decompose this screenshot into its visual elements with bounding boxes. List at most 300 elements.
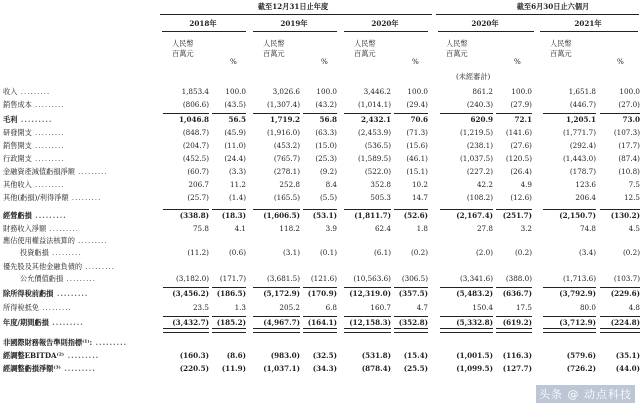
dot-leader: .........	[60, 364, 96, 373]
row-value: 11.2	[229, 180, 246, 189]
row-value: (5.5)	[319, 193, 337, 202]
row-value: 100.0	[619, 87, 640, 96]
row-value: 27.8	[476, 224, 493, 233]
row-label	[3, 338, 127, 347]
row-value: 8.4	[325, 180, 337, 189]
total-double-rule	[253, 328, 300, 333]
year-2020-hy: 2020年	[471, 19, 499, 28]
row-value: (63.3)	[315, 128, 337, 137]
subtotal-rule	[440, 316, 493, 317]
dot-leader: .........	[63, 274, 96, 283]
dot-leader: .........	[48, 248, 82, 257]
row-value: (186.5)	[216, 289, 246, 298]
dot-leader: .........	[17, 87, 51, 96]
row-value: 73.0	[622, 115, 640, 124]
row-value: (3,792.9)	[559, 289, 596, 298]
row-value: (3,681.5)	[266, 274, 300, 283]
row-value: (726.2)	[566, 364, 596, 373]
row-value: 1.8	[416, 224, 428, 233]
row-value: (1,771.7)	[562, 128, 596, 137]
row-value: (579.6)	[566, 351, 596, 360]
subtotal-rule	[344, 209, 391, 210]
unit-label: 百萬元	[354, 49, 376, 58]
row-value: (15.1)	[406, 167, 428, 176]
row-value: (18.3)	[221, 211, 246, 220]
row-value: (10,563.6)	[353, 274, 391, 283]
row-label	[3, 180, 65, 189]
row-value: (1,037.5)	[459, 154, 493, 163]
row-value: 3.9	[325, 224, 337, 233]
subtotal-rule	[600, 209, 640, 210]
row-value: 12.5	[623, 193, 640, 202]
subtotal-rule	[543, 113, 596, 114]
dot-leader: .........	[31, 128, 65, 137]
row-label	[3, 141, 65, 150]
subtotal-rule	[440, 287, 493, 288]
row-value: 861.2	[472, 87, 493, 96]
row-value: 100.0	[407, 87, 428, 96]
subtotal-rule	[303, 316, 337, 317]
header-rule-hy	[436, 14, 639, 15]
row-value: 352.8	[370, 180, 391, 189]
dot-leader: .........	[31, 180, 65, 189]
subtotal-rule	[440, 113, 493, 114]
row-value: 23.5	[192, 303, 209, 312]
row-value: 100.0	[316, 87, 337, 96]
row-value: 42.2	[476, 180, 493, 189]
row-value: (1.4)	[228, 193, 246, 202]
year-rule	[344, 31, 428, 32]
row-value: 620.9	[470, 115, 493, 124]
row-value: (224.8)	[610, 318, 640, 327]
row-value: (45.9)	[224, 128, 246, 137]
row-value: (17.7)	[618, 141, 640, 150]
row-value: (878.4)	[361, 364, 391, 373]
row-value: (44.0)	[615, 364, 640, 373]
row-value: (5,483.2)	[456, 289, 493, 298]
row-value: (3,456.2)	[172, 289, 209, 298]
total-double-rule	[543, 328, 596, 333]
row-label-text: 應佔使用權益法核算的	[3, 236, 75, 245]
subtotal-rule	[212, 209, 246, 210]
subtotal-rule	[212, 113, 246, 114]
period-header-fy: 截至12月31日止年度	[257, 2, 329, 11]
row-value: (5,332.8)	[456, 318, 493, 327]
row-value: 160.7	[370, 303, 391, 312]
row-value: (34.3)	[312, 364, 337, 373]
currency-label: 人民幣	[172, 39, 194, 48]
row-value: 4.8	[628, 303, 640, 312]
subtotal-rule	[163, 316, 209, 317]
row-value: (35.1)	[615, 351, 640, 360]
unit-label: 百萬元	[550, 49, 572, 58]
row-value: (53.1)	[312, 211, 337, 220]
row-value: (1,037.1)	[263, 364, 300, 373]
row-label-text: 除所得稅前虧損	[3, 289, 54, 298]
pct-label: %	[412, 57, 419, 66]
row-value: (32.5)	[312, 351, 337, 360]
currency-label: 人民幣	[550, 39, 572, 48]
row-value: (165.5)	[273, 193, 300, 202]
subtotal-rule	[163, 113, 209, 114]
year-2019: 2019年	[280, 19, 308, 28]
row-value: (29.4)	[406, 100, 428, 109]
row-value: (0.6)	[228, 248, 246, 257]
row-value: 6.8	[325, 303, 337, 312]
row-label-text: 其他(虧損)/利得淨額	[3, 193, 69, 202]
row-value: 206.7	[188, 180, 209, 189]
row-value: 62.4	[374, 224, 391, 233]
row-value: (806.6)	[182, 100, 209, 109]
dot-leader: .........	[31, 100, 65, 109]
row-value: (108.2)	[466, 193, 493, 202]
row-value: (220.5)	[179, 364, 209, 373]
row-value: (10.8)	[618, 167, 640, 176]
row-value: (87.4)	[618, 154, 640, 163]
row-value: 118.2	[279, 224, 300, 233]
subtotal-rule	[344, 287, 391, 288]
row-value: (536.5)	[364, 141, 391, 150]
row-value: (983.0)	[270, 351, 300, 360]
dot-leader: .........	[82, 262, 115, 271]
row-value: (178.7)	[569, 167, 596, 176]
row-label	[3, 193, 101, 202]
row-value: 75.8	[192, 224, 209, 233]
row-label	[3, 364, 96, 373]
subtotal-rule	[394, 209, 428, 210]
row-value: (352.8)	[398, 318, 428, 327]
row-value: (0.2)	[514, 248, 532, 257]
row-label	[3, 289, 88, 298]
row-label-text: 其他收入	[3, 180, 32, 189]
row-value: (25.5)	[403, 364, 428, 373]
row-value: (388.0)	[505, 274, 532, 283]
row-value: (15.6)	[406, 141, 428, 150]
row-value: (2,150.7)	[559, 211, 596, 220]
row-value: (1,307.4)	[266, 100, 300, 109]
row-value: (60.7)	[187, 167, 209, 176]
subtotal-rule	[496, 113, 532, 114]
year-rule	[162, 31, 246, 32]
row-value: (71.3)	[406, 128, 428, 137]
total-double-rule	[600, 328, 640, 333]
row-value: (1,606.5)	[263, 211, 300, 220]
currency-label: 人民幣	[354, 39, 376, 48]
row-label-text: 金融資產減值虧損淨額	[3, 167, 75, 176]
row-value: 3,446.2	[363, 87, 391, 96]
row-value: 1,205.1	[565, 115, 596, 124]
row-label	[20, 274, 96, 283]
dot-leader: .........	[46, 224, 79, 233]
row-value: 80.0	[579, 303, 596, 312]
row-label	[3, 224, 79, 233]
row-label	[3, 154, 65, 163]
dot-leader: .........	[31, 154, 65, 163]
row-label	[3, 87, 50, 96]
row-label	[20, 248, 82, 257]
currency-label: 人民幣	[446, 39, 468, 48]
row-value: 72.1	[514, 115, 532, 124]
subtotal-rule	[253, 209, 300, 210]
row-value: (1,713.6)	[562, 274, 596, 283]
year-rule	[438, 31, 534, 32]
dot-leader: .........	[74, 167, 108, 176]
total-double-rule	[440, 328, 493, 333]
row-value: (6.1)	[373, 248, 391, 257]
subtotal-rule	[496, 209, 532, 210]
row-value: (2,167.4)	[456, 211, 493, 220]
row-label-text: 經營虧損	[3, 211, 32, 220]
subtotal-rule	[394, 316, 428, 317]
row-value: (11.0)	[224, 141, 246, 150]
row-label-text: 經調整虧損淨額⁽³⁾	[3, 364, 61, 373]
subtotal-rule	[600, 287, 640, 288]
row-value: (12.6)	[510, 193, 532, 202]
row-value: (531.8)	[361, 351, 391, 360]
row-value: 2,432.1	[360, 115, 391, 124]
row-value: (1,916.0)	[266, 128, 300, 137]
row-value: (204.7)	[182, 141, 209, 150]
row-label	[3, 128, 65, 137]
pct-label: %	[321, 57, 328, 66]
row-label	[3, 318, 84, 327]
row-value: (0.2)	[410, 248, 428, 257]
row-value: (240.3)	[466, 100, 493, 109]
row-value: (24.4)	[224, 154, 246, 163]
row-value: (141.6)	[505, 128, 532, 137]
row-value: (306.5)	[401, 274, 428, 283]
row-value: (46.1)	[406, 154, 428, 163]
row-value: (1,001.5)	[456, 351, 493, 360]
total-double-rule	[163, 328, 209, 333]
dot-leader: .........	[17, 115, 53, 124]
row-value: (3.4)	[578, 248, 596, 257]
row-value: (107.3)	[613, 128, 640, 137]
row-value: (251.7)	[502, 211, 532, 220]
year-2018: 2018年	[189, 19, 217, 28]
row-label-text: 財務收入淨額	[3, 224, 47, 233]
subtotal-rule	[496, 316, 532, 317]
row-value: (52.6)	[403, 211, 428, 220]
row-value: 150.4	[472, 303, 493, 312]
row-value: (227.2)	[466, 167, 493, 176]
row-value: (9.2)	[319, 167, 337, 176]
row-value: (452.5)	[182, 154, 209, 163]
total-double-rule	[212, 328, 246, 333]
watermark: 头条 @ 动点科技	[536, 385, 635, 403]
row-value: (170.9)	[307, 289, 337, 298]
row-value: 1,719.2	[269, 115, 300, 124]
row-value: (2,453.9)	[357, 128, 391, 137]
row-label	[3, 167, 108, 176]
row-value: 56.5	[228, 115, 246, 124]
row-label	[3, 236, 108, 245]
row-label-text: 研發開支	[3, 128, 32, 137]
row-value: (103.7)	[613, 274, 640, 283]
row-value: 206.4	[575, 193, 596, 202]
row-label	[3, 211, 67, 220]
subtotal-rule	[303, 287, 337, 288]
row-value: (120.5)	[505, 154, 532, 163]
unit-label: 百萬元	[263, 49, 285, 58]
dot-leader: .........	[92, 338, 128, 347]
year-2021-hy: 2021年	[574, 19, 602, 28]
row-value: 14.7	[411, 193, 428, 202]
row-label-text: 經調整EBITDA⁽²⁾	[3, 351, 65, 360]
row-value: (446.7)	[569, 100, 596, 109]
row-label-text: 銷售成本	[3, 100, 32, 109]
row-value: 252.8	[279, 180, 300, 189]
row-value: (1,443.0)	[562, 154, 596, 163]
dot-leader: .........	[74, 236, 108, 245]
subtotal-rule	[543, 209, 596, 210]
dot-leader: .........	[31, 211, 67, 220]
row-value: (164.1)	[307, 318, 337, 327]
row-value: (130.2)	[610, 211, 640, 220]
row-label-text: 行政開支	[3, 154, 32, 163]
subtotal-rule	[394, 113, 428, 114]
row-label	[3, 262, 115, 271]
row-value: (3,712.9)	[559, 318, 596, 327]
row-value: (453.2)	[273, 141, 300, 150]
row-label	[3, 100, 65, 109]
subtotal-rule	[253, 287, 300, 288]
row-value: 70.6	[410, 115, 428, 124]
subtotal-rule	[600, 113, 640, 114]
subtotal-rule	[253, 316, 300, 317]
row-value: (8.6)	[226, 351, 246, 360]
row-value: (27.9)	[510, 100, 532, 109]
header-rule-fy	[160, 14, 432, 15]
row-value: (25.3)	[315, 154, 337, 163]
year-rule	[253, 31, 337, 32]
row-value: (338.8)	[179, 211, 209, 220]
row-value: 56.8	[319, 115, 337, 124]
subtotal-rule	[163, 209, 209, 210]
row-value: 205.2	[279, 303, 300, 312]
row-value: (522.0)	[364, 167, 391, 176]
row-value: (3,341.6)	[459, 274, 493, 283]
row-label-text: 投資虧損	[20, 248, 49, 257]
dot-leader: .........	[31, 141, 65, 150]
row-value: (3.1)	[282, 248, 300, 257]
row-label-text: 所得稅抵免	[3, 303, 39, 312]
row-value: (3,182.0)	[175, 274, 209, 283]
year-2020-fy: 2020年	[371, 19, 399, 28]
row-value: 7.5	[628, 180, 640, 189]
dot-leader: .........	[64, 351, 100, 360]
dot-leader: .........	[68, 193, 102, 202]
row-value: (3.3)	[228, 167, 246, 176]
row-label-text: 年度/期間虧損	[3, 318, 49, 327]
row-value: (292.4)	[569, 141, 596, 150]
row-value: (2.0)	[475, 248, 493, 257]
subtotal-rule	[440, 209, 493, 210]
row-value: (121.6)	[310, 274, 337, 283]
row-value: (185.2)	[216, 318, 246, 327]
row-value: (25.7)	[187, 193, 209, 202]
row-label-text: 非國際財務報告準則指標⁽¹⁾:	[3, 338, 93, 347]
row-label-text: 公允價值虧損	[20, 274, 64, 283]
row-value: (11.2)	[187, 248, 209, 257]
row-value: 100.0	[225, 87, 246, 96]
row-value: (12,319.0)	[349, 289, 391, 298]
row-value: (26.4)	[510, 167, 532, 176]
row-value: (619.2)	[502, 318, 532, 327]
row-value: (1,811.7)	[354, 211, 391, 220]
row-label-text: 優先股及其他金融負債的	[3, 262, 83, 271]
row-value: 1,853.4	[181, 87, 209, 96]
pct-label: %	[617, 57, 624, 66]
currency-label: 人民幣	[263, 39, 285, 48]
row-label-text: 毛利	[3, 115, 18, 124]
row-label-text: 銷售開支	[3, 141, 32, 150]
pct-label: %	[514, 57, 521, 66]
row-value: (12,158.3)	[349, 318, 391, 327]
row-value: (43.2)	[315, 100, 337, 109]
total-double-rule	[344, 328, 391, 333]
row-value: (3,432.7)	[172, 318, 209, 327]
subtotal-rule	[600, 316, 640, 317]
row-value: (15.0)	[315, 141, 337, 150]
row-value: 4.1	[234, 224, 246, 233]
unaudited-note: (未經審計)	[456, 72, 491, 81]
subtotal-rule	[212, 287, 246, 288]
subtotal-rule	[303, 113, 337, 114]
row-value: 3.2	[520, 224, 532, 233]
subtotal-rule	[303, 209, 337, 210]
row-value: (160.3)	[179, 351, 209, 360]
subtotal-rule	[253, 113, 300, 114]
row-value: 4.7	[416, 303, 428, 312]
row-value: 1,651.8	[568, 87, 596, 96]
row-value: (1,014.1)	[357, 100, 391, 109]
total-double-rule	[303, 328, 337, 333]
dot-leader: .........	[48, 318, 84, 327]
subtotal-rule	[212, 316, 246, 317]
subtotal-rule	[394, 287, 428, 288]
row-value: (5,172.9)	[263, 289, 300, 298]
row-value: 100.0	[511, 87, 532, 96]
row-value: (0.1)	[319, 248, 337, 257]
row-value: (0.2)	[622, 248, 640, 257]
subtotal-rule	[344, 316, 391, 317]
row-value: 4.5	[628, 224, 640, 233]
row-value: (1,589.5)	[357, 154, 391, 163]
row-label-text: 收入	[3, 87, 18, 96]
dot-leader: .........	[53, 289, 89, 298]
row-value: 505.3	[370, 193, 391, 202]
row-label	[3, 303, 72, 312]
total-double-rule	[394, 328, 428, 333]
row-value: (11.9)	[221, 364, 246, 373]
year-rule	[540, 31, 638, 32]
dot-leader: .........	[38, 303, 72, 312]
row-value: 17.5	[515, 303, 532, 312]
row-value: (357.5)	[398, 289, 428, 298]
row-value: (15.4)	[403, 351, 428, 360]
row-value: (27.0)	[618, 100, 640, 109]
subtotal-rule	[344, 113, 391, 114]
row-label	[3, 351, 99, 360]
row-value: (848.7)	[182, 128, 209, 137]
row-value: (4,967.7)	[263, 318, 300, 327]
row-value: (43.5)	[224, 100, 246, 109]
row-value: (278.1)	[273, 167, 300, 176]
row-value: (636.7)	[502, 289, 532, 298]
subtotal-rule	[543, 287, 596, 288]
row-value: 10.2	[411, 180, 428, 189]
